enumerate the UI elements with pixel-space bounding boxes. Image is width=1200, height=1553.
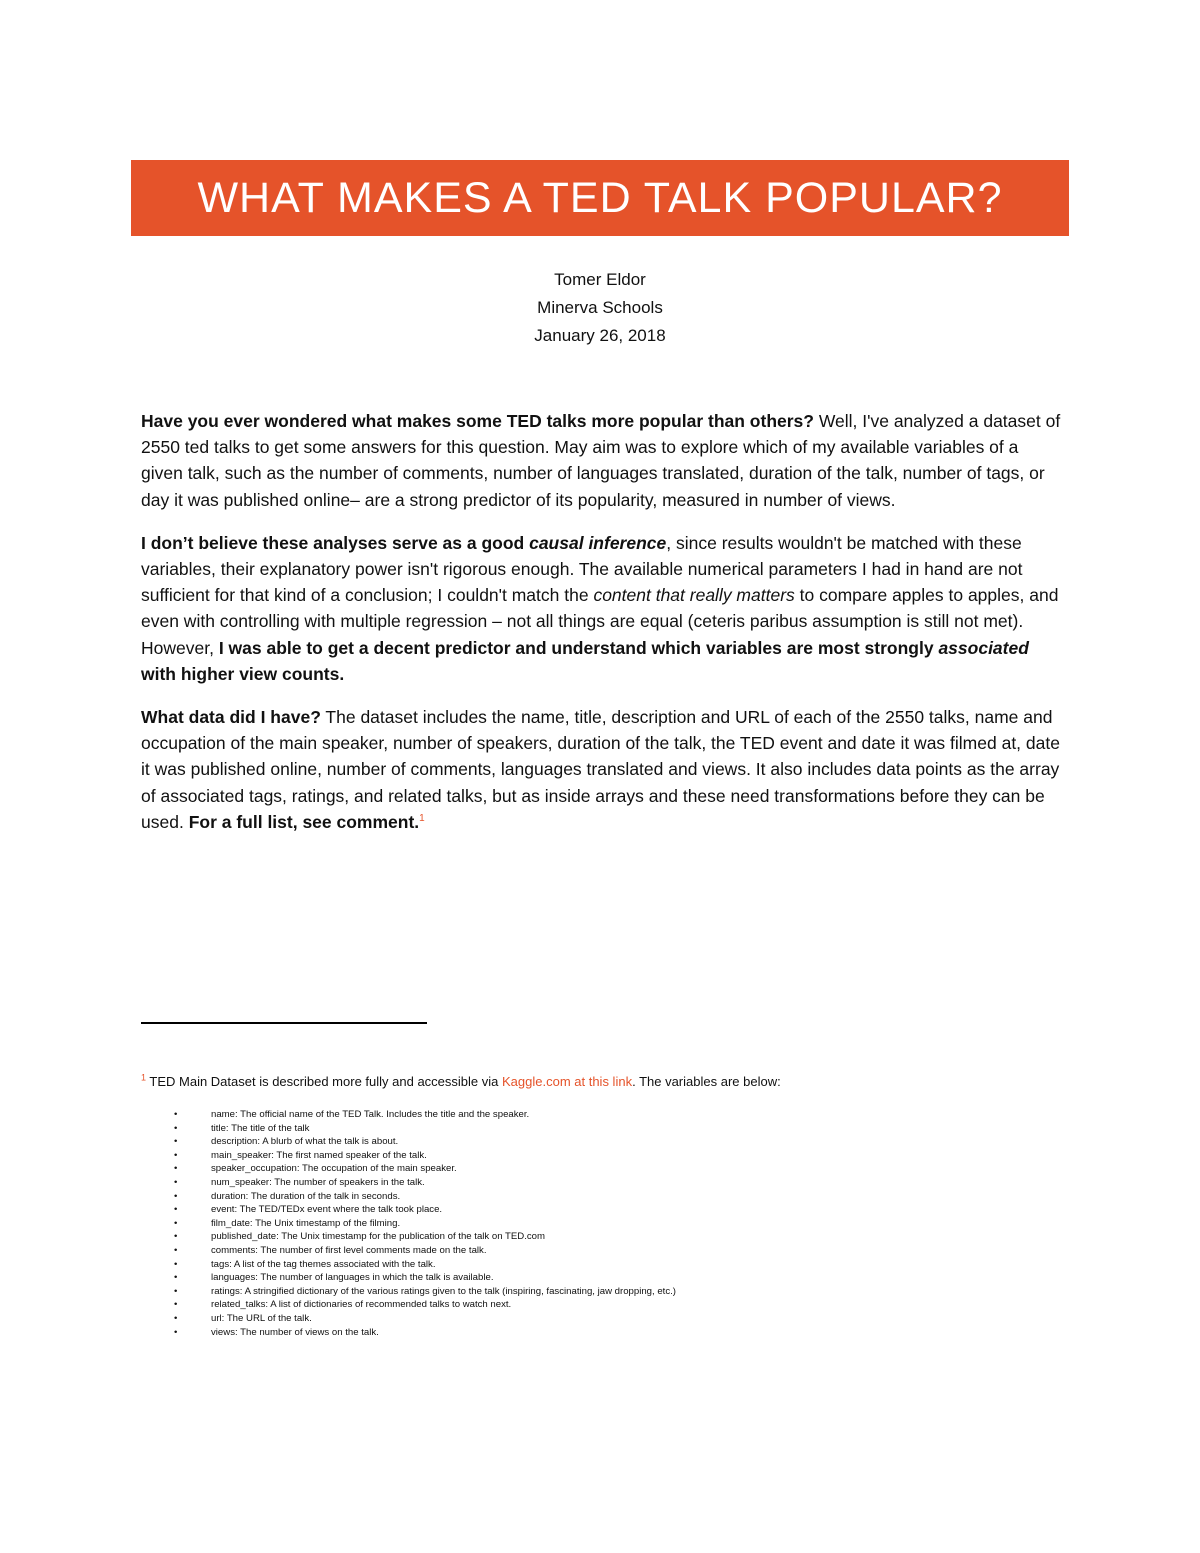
institution: Minerva Schools	[537, 298, 663, 317]
bullet-icon: •	[174, 1299, 178, 1311]
list-item	[174, 1122, 974, 1136]
paragraph-data-text: The dataset includes the name, title, description and URL of each of the 2550 talks, name and occupation of the main speaker, number of speakers, duration of the talk, the TED event and date it was filmed at, date it was published online, number of comments, languages translated and views. It also includes data points as the array of associated tags, ratings, and related talks, but as inside arrays and these need transformations before they can be used.	[141, 707, 1060, 832]
list-item	[174, 1326, 974, 1340]
footnote	[141, 1073, 1041, 1091]
paragraph-data	[141, 704, 1061, 835]
list-item	[174, 1190, 974, 1204]
list-item	[174, 1230, 974, 1244]
variable-description: speaker_occupation: The occupation of the main speaker.	[211, 1163, 457, 1175]
paragraph-causal-text-1: , since results wouldn't be matched with these variables, their explanatory power isn't rigorous enough. The available numerical parameters I had in hand are not sufficient for that kind of a conclusion; I couldn't match the	[141, 532, 1023, 606]
paragraph-data-tail: For a full list, see comment.	[188, 811, 420, 832]
paragraph-intro	[141, 408, 1061, 513]
paragraph-causal-bold-italic	[938, 638, 1028, 658]
bullet-icon: •	[174, 1272, 178, 1284]
list-item	[174, 1271, 974, 1285]
bullet-icon: •	[174, 1204, 178, 1216]
list-item	[174, 1135, 974, 1149]
paragraph-causal	[141, 530, 1061, 687]
variable-description: title: The title of the talk	[211, 1122, 310, 1134]
variable-description: tags: A list of the tag themes associated with the talk.	[211, 1258, 436, 1270]
title-banner	[131, 160, 1069, 236]
list-item	[174, 1217, 974, 1231]
bullet-icon: •	[174, 1190, 178, 1202]
variable-list	[174, 1108, 974, 1339]
variable-description: num_speaker: The number of speakers in the talk.	[211, 1176, 425, 1188]
variable-description: name: The official name of the TED Talk. Includes the title and the speaker.	[211, 1109, 530, 1120]
variable-description: published_date: The Unix timestamp for the publication of the talk on TED.com	[211, 1231, 546, 1243]
footnote-mark: 1	[141, 1072, 147, 1083]
footnote-reference[interactable]: 1	[419, 813, 425, 825]
bullet-icon: •	[174, 1326, 178, 1338]
list-item	[174, 1258, 974, 1272]
variable-description: ratings: A stringified dictionary of the various ratings given to the talk (inspiring, fascinating, jaw dropping, etc.)	[211, 1285, 677, 1297]
variable-description: views: The number of views on the talk.	[211, 1326, 379, 1338]
paragraph-causal-lead	[141, 533, 666, 553]
paragraph-causal-italic-2: associated	[938, 637, 1029, 658]
publication-date: January 26, 2018	[534, 326, 666, 345]
footnote-divider	[141, 1022, 427, 1024]
body-text	[141, 408, 1061, 852]
variable-description: languages: The number of languages in which the talk is available.	[211, 1272, 494, 1284]
footnote-text-a: TED Main Dataset is described more fully and accessible via	[146, 1074, 502, 1089]
bullet-icon: •	[174, 1176, 178, 1188]
variable-description: event: The TED/TEDx event where the talk took place.	[211, 1204, 443, 1216]
list-item	[174, 1176, 974, 1190]
paragraph-causal-italic-1: content that really matters	[593, 585, 795, 606]
bullet-icon: •	[174, 1285, 178, 1297]
author-block	[0, 266, 1200, 350]
list-item	[174, 1244, 974, 1258]
bullet-icon: •	[174, 1109, 178, 1120]
paragraph-causal-bold-1: I was able to get a decent predictor and understand which variables are most strongly	[218, 637, 939, 658]
bullet-icon: •	[174, 1217, 178, 1229]
bullet-icon: •	[174, 1149, 178, 1161]
bullet-icon: •	[174, 1136, 178, 1148]
paragraph-intro-text: Well, I've analyzed a dataset of 2550 ted talks to get some answers for this question. May aim was to explore which of my available variables of a given talk, such as the number of comments, number of languages translated, duration of the talk, number of tags, or day it was published online– are a strong predictor of its popularity, measured in number of views.	[141, 411, 1061, 510]
list-item	[174, 1298, 974, 1312]
bullet-icon: •	[174, 1231, 178, 1243]
list-item	[174, 1149, 974, 1163]
variable-description: duration: The duration of the talk in seconds.	[211, 1190, 401, 1202]
variable-description: film_date: The Unix timestamp of the filming.	[211, 1217, 401, 1229]
paragraph-causal-text-2: to compare apples to apples, and even with controlling with multiple regression – not all things are equal (ceteris paribus assumption is still not met). However,	[141, 585, 1059, 658]
variable-description: description: A blurb of what the talk is about.	[211, 1136, 399, 1148]
bullet-icon: •	[174, 1258, 178, 1270]
bullet-icon: •	[174, 1122, 178, 1134]
kaggle-link[interactable]: Kaggle.com at this link	[502, 1074, 633, 1089]
bullet-icon: •	[174, 1163, 178, 1175]
list-item	[174, 1203, 974, 1217]
bullet-icon: •	[174, 1312, 178, 1324]
list-item	[174, 1312, 974, 1326]
list-item	[174, 1162, 974, 1176]
variable-description: related_talks: A list of dictionaries of recommended talks to watch next.	[211, 1299, 512, 1311]
variable-description: main_speaker: The first named speaker of the talk.	[211, 1149, 427, 1161]
page-title: WHAT MAKES A TED TALK POPULAR?	[197, 173, 1003, 222]
author-name: Tomer Eldor	[554, 270, 646, 289]
footnote-text-b: . The variables are below:	[632, 1074, 781, 1089]
variable-description: url: The URL of the talk.	[211, 1312, 312, 1324]
paragraph-intro-lead: Have you ever wondered what makes some TED talks more popular than others?	[141, 411, 814, 431]
paragraph-causal-lead-a: I don’t believe these analyses serve as a good	[141, 532, 530, 553]
list-item	[174, 1108, 974, 1122]
paragraph-causal-lead-b: causal inference	[529, 532, 667, 553]
bullet-icon: •	[174, 1244, 178, 1256]
paragraph-data-lead: What data did I have?	[141, 707, 321, 728]
list-item	[174, 1285, 974, 1299]
paragraph-causal-bold-2: with higher view counts.	[141, 663, 345, 684]
variable-description: comments: The number of first level comments made on the talk.	[211, 1244, 487, 1256]
